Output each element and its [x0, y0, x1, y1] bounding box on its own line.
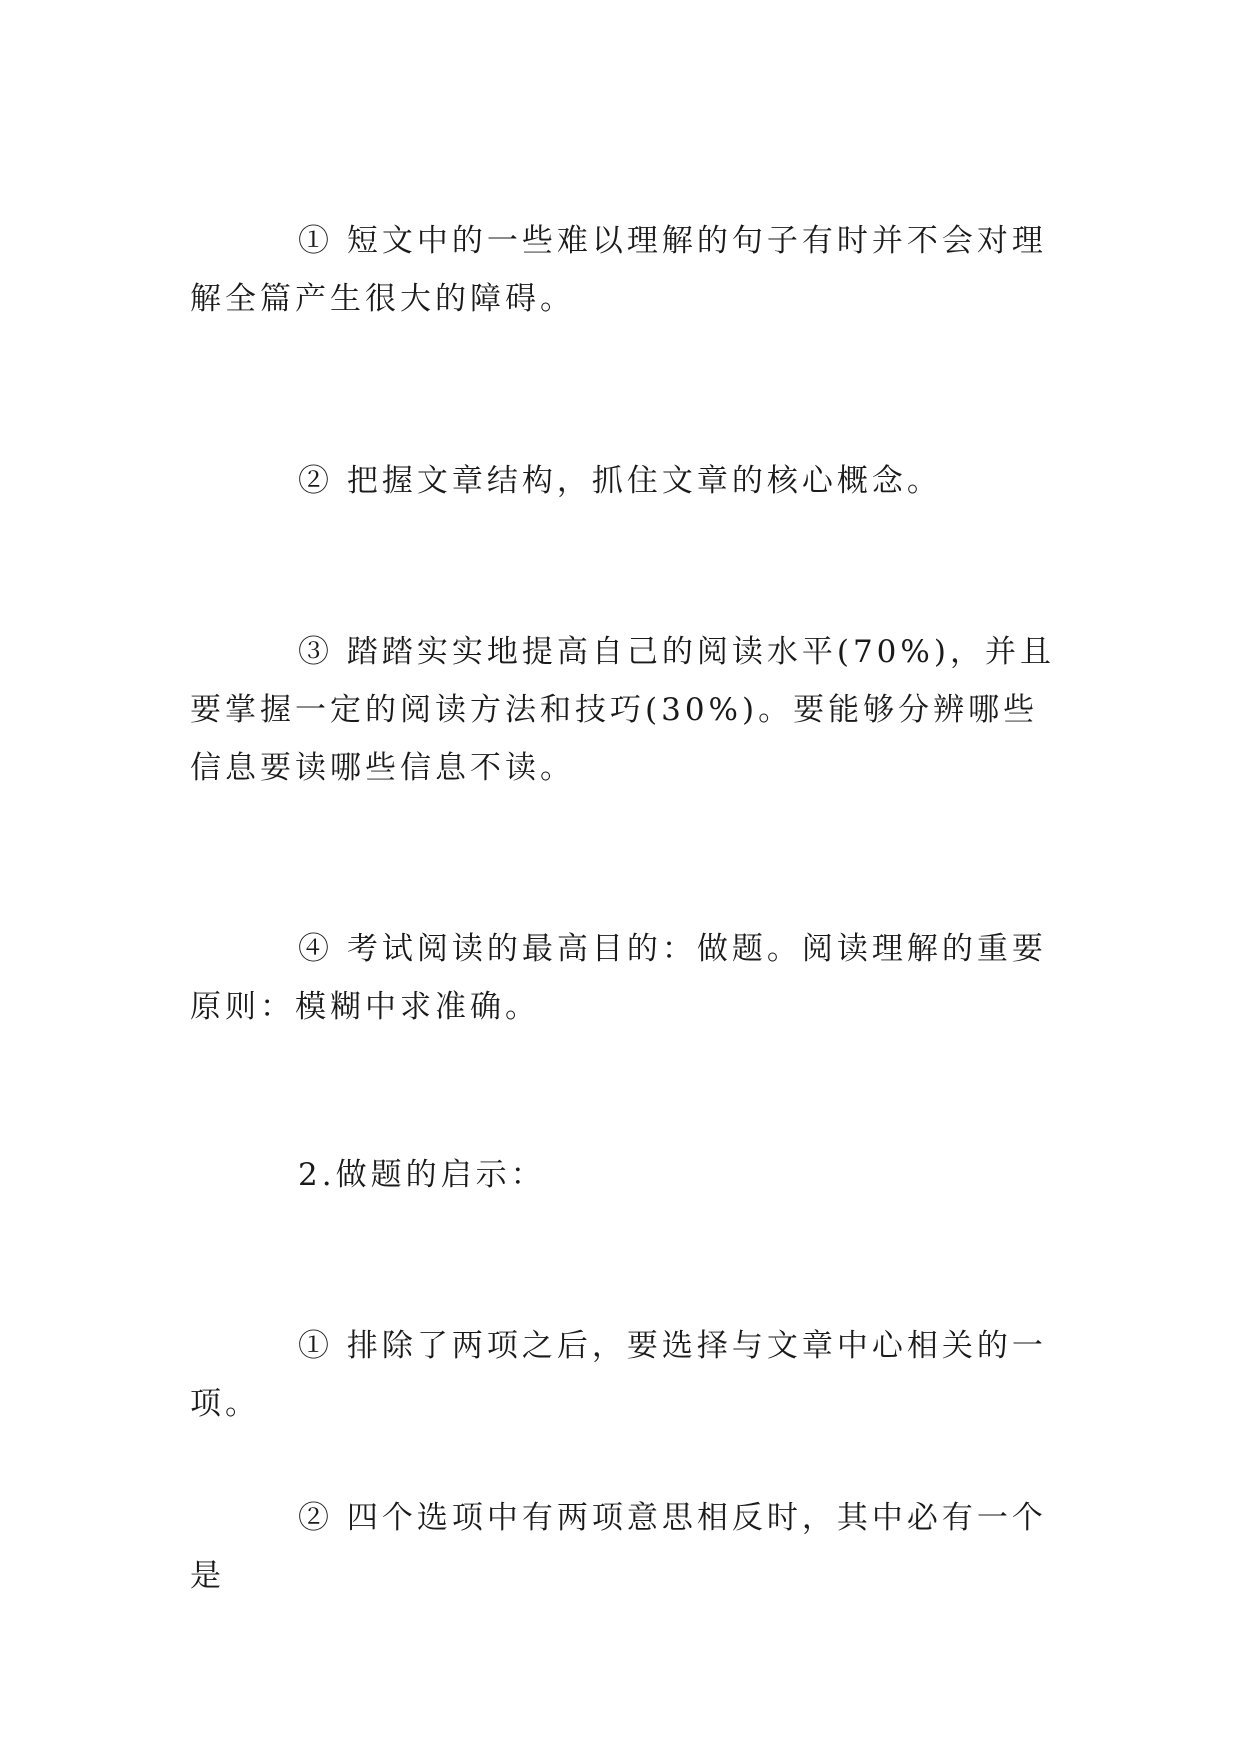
paragraph-3: ③ 踏踏实实地提高自己的阅读水平(70%)，并且要掌握一定的阅读方法和技巧(30%)。要能够分辨哪些信息要读哪些信息不读。 [190, 634, 1055, 786]
paragraph-2: ② 把握文章结构，抓住文章的核心概念。 [298, 463, 942, 499]
paragraph-1: ① 短文中的一些难以理解的句子有时并不会对理解全篇产生很大的障碍。 [190, 223, 1047, 317]
paragraph-4: ④ 考试阅读的最高目的：做题。阅读理解的重要原则：模糊中求准确。 [190, 931, 1047, 1025]
paragraph-5: ① 排除了两项之后，要选择与文章中心相关的一项。 [190, 1328, 1047, 1422]
section-heading: 2.做题的启示： [298, 1157, 546, 1193]
paragraph-6: ② 四个选项中有两项意思相反时，其中必有一个是 [190, 1500, 1047, 1594]
